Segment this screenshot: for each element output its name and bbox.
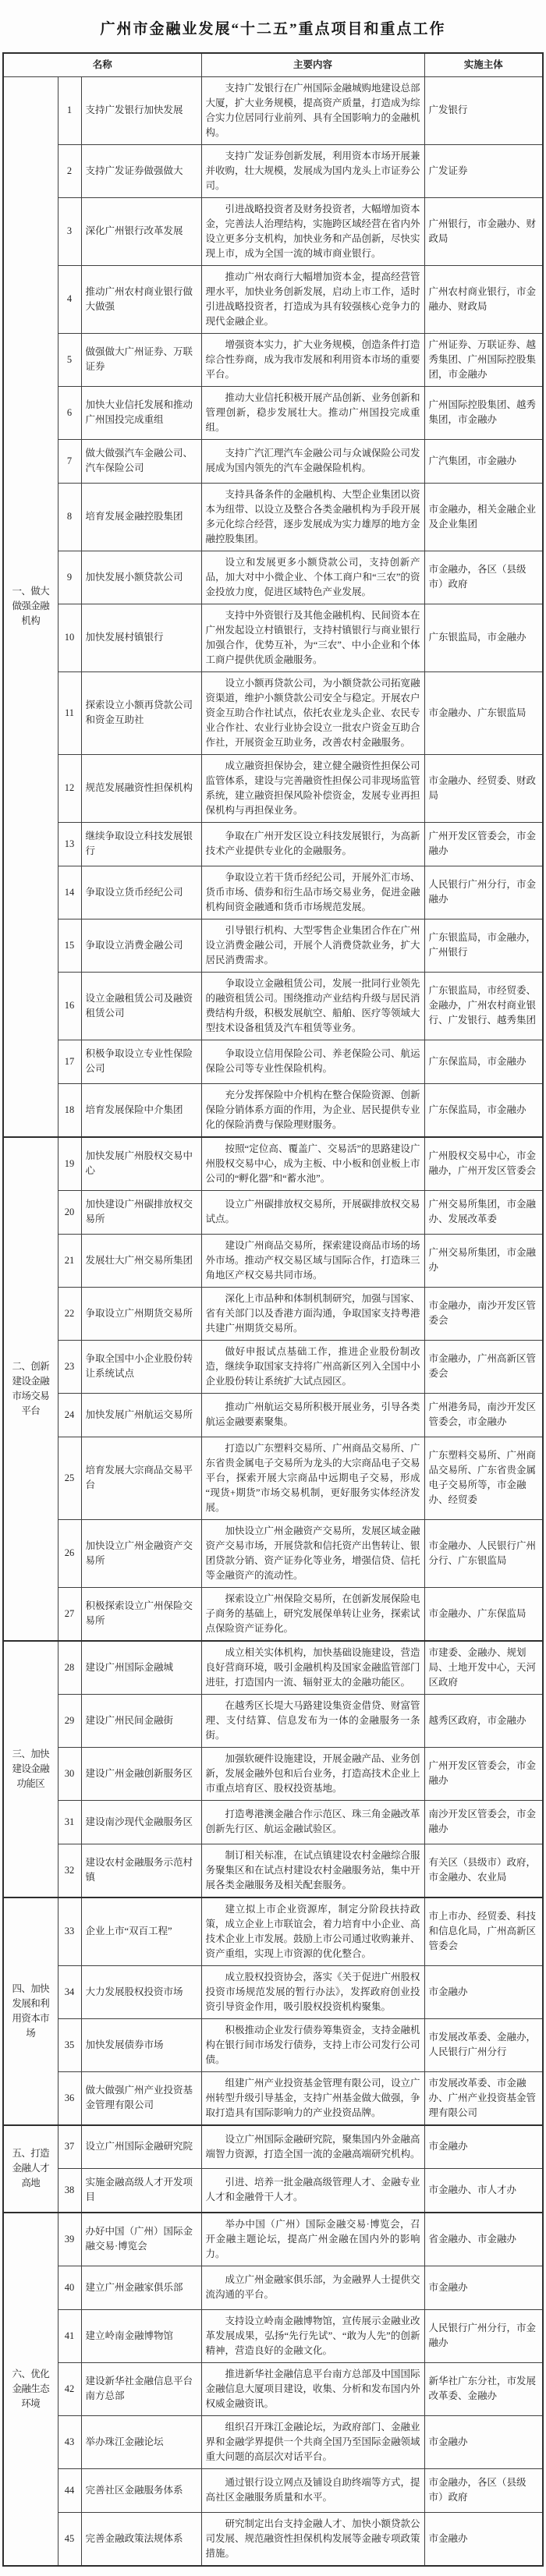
table-row: [3, 2362, 543, 2415]
main-content-cell: 增强资本实力，扩大业务规模，创造条件打造综合性券商，成为我市发展和利用资本市场的重要平台。: [201, 333, 424, 386]
row-number-cell: 35: [58, 2018, 81, 2071]
column-header-content: 主要内容: [201, 53, 424, 76]
implementer-cell: 有关区（县级市）政府，市金融办、农业局: [424, 1844, 543, 1897]
table-row: [3, 1393, 543, 1437]
implementer-cell: 市金融办，各区（县级市）政府: [424, 2468, 543, 2512]
main-content-cell: 设立小额再贷款公司，为小额贷款公司拓宽融资渠道，维护小额贷款公司安全与稳定。开展农户资金互助合作社试点，依托农业龙头企业、农民专业合作社、农业行业协会设立一批农户资金互助合作社，开展资金互助业务，改善农村金融服务。: [201, 671, 424, 754]
row-number-cell: 4: [58, 265, 81, 333]
project-name-cell: 做大做强汽车金融公司、汽车保险公司: [81, 439, 201, 483]
table-row: [3, 1747, 543, 1800]
row-number-cell: 27: [58, 1587, 81, 1641]
main-content-cell: 举办中国（广州）国际金融交易·博览会，召开金融主题论坛，提高广州金融在国内外的影响力。: [201, 2213, 424, 2266]
main-content-cell: 建立拟上市企业资源库，制定分阶段扶持政策，成立企业上市联谊会，着力培育中小企业、高技术企业上市发展。鼓励上市公司通过收购兼并、资产重组，实现上市资源的优化整合。: [201, 1897, 424, 1966]
main-content-cell: 设立广州国际金融研究院，聚集国内外金融高端智力资源，打造全国一流的金融高端研究机构。: [201, 2125, 424, 2169]
project-name-cell: 加快大业信托发展和推动广州国投完成重组: [81, 386, 201, 439]
implementer-cell: 广发银行: [424, 76, 543, 144]
row-number-cell: 40: [58, 2266, 81, 2309]
main-content-cell: 推进新华社金融信息平台南方总部及中国国际金融信息大厦项目建设，收集、分析和发布国内外权威金融资讯。: [201, 2362, 424, 2415]
row-number-cell: 3: [58, 197, 81, 265]
table-row: [3, 604, 543, 671]
table-row: [3, 2512, 543, 2566]
implementer-cell: 市金融办: [424, 2125, 543, 2169]
table-row: [3, 2213, 543, 2266]
table-row: [3, 1340, 543, 1393]
implementer-cell: 广州国际控股集团、越秀集团，市金融办: [424, 386, 543, 439]
table-row: [3, 2071, 543, 2125]
table-row: [3, 1965, 543, 2018]
project-name-cell: 探索设立小额再贷款公司和资金互助社: [81, 671, 201, 754]
project-name-cell: 培育发展保险中介集团: [81, 1083, 201, 1137]
row-number-cell: 42: [58, 2362, 81, 2415]
row-number-cell: 38: [58, 2169, 81, 2213]
table-row: [3, 1800, 543, 1844]
project-name-cell: 举办珠江金融论坛: [81, 2415, 201, 2468]
table-row: [3, 1519, 543, 1587]
main-content-cell: 设立和发展更多小额贷款公司，支持创新产品，加大对中小微企业、个体工商户和“三农”的资金投放力度，促进区域特色产业发展。: [201, 551, 424, 604]
section-category-cell: 二、创新建设金融市场交易平台: [3, 1137, 58, 1641]
row-number-cell: 33: [58, 1897, 81, 1966]
project-name-cell: 建设广州民间金融街: [81, 1694, 201, 1747]
row-number-cell: 8: [58, 483, 81, 551]
row-number-cell: 32: [58, 1844, 81, 1897]
implementer-cell: 省金融办、市金融办: [424, 2213, 543, 2266]
project-name-cell: 做大做强广州产业投资基金管理有限公司: [81, 2071, 201, 2125]
row-number-cell: 36: [58, 2071, 81, 2125]
table-row: [3, 754, 543, 822]
table-body: [3, 76, 543, 2566]
implementer-cell: 广发证券: [424, 144, 543, 197]
main-content-cell: 支持广发银行在广州国际金融城购地建设总部大厦，扩大业务规模，提高资产质量，打造成为综合实力位居同行业前列、具有全国影响力的金融机构。: [201, 76, 424, 144]
table-row: [3, 1190, 543, 1234]
row-number-cell: 25: [58, 1437, 81, 1519]
row-number-cell: 1: [58, 76, 81, 144]
project-name-cell: 支持广发银行加快发展: [81, 76, 201, 144]
project-name-cell: 加快设立广州金融资产交易所: [81, 1519, 201, 1587]
project-name-cell: 规范发展融资性担保机构: [81, 754, 201, 822]
project-name-cell: 培育发展金融控股集团: [81, 483, 201, 551]
row-number-cell: 37: [58, 2125, 81, 2169]
implementer-cell: 广州农村商业银行，市金融办、财政局: [424, 265, 543, 333]
project-name-cell: 争取全国中小企业股份转让系统试点: [81, 1340, 201, 1393]
table-row: [3, 1641, 543, 1695]
table-row: [3, 2018, 543, 2071]
row-number-cell: 44: [58, 2468, 81, 2512]
main-content-cell: 引导银行机构、大型零售企业集团合作在广州设立消费金融公司，开展个人消费贷款业务，扩大居民消费需求。: [201, 919, 424, 972]
main-content-cell: 推动大业信托积极开展产品创新、业务创新和管理创新，稳步发展壮大。推动广州国投完成重组。: [201, 386, 424, 439]
main-content-cell: 加快设立广州金融资产交易所，发展区域金融资产交易市场，开展贷款和信托资产出售转让、银团贷款分销、资产证券化等业务，增强信贷、信托等金融资产的流动性。: [201, 1519, 424, 1587]
table-row: [3, 1234, 543, 1287]
project-name-cell: 设立金融租赁公司及融资租赁公司: [81, 972, 201, 1040]
row-number-cell: 19: [58, 1137, 81, 1191]
table-row: [3, 1137, 543, 1191]
table-header-row: [3, 53, 543, 76]
row-number-cell: 5: [58, 333, 81, 386]
main-content-cell: 加强软硬件设施建设，开展金融产品、业务创新，发展金融外包和后台业务，打造高技术企业上市重点培育区、股权投资基地。: [201, 1747, 424, 1800]
table-row: [3, 1694, 543, 1747]
project-name-cell: 继续争取设立科技发展银行: [81, 822, 201, 866]
table-row: [3, 919, 543, 972]
column-header-implementer: 实施主体: [424, 53, 543, 76]
table-row: [3, 551, 543, 604]
row-number-cell: 2: [58, 144, 81, 197]
implementer-cell: 市发展改革委、金融办，人民银行广州分行: [424, 2018, 543, 2071]
row-number-cell: 15: [58, 919, 81, 972]
implementer-cell: 市金融办，相关金融企业及企业集团: [424, 483, 543, 551]
project-name-cell: 争取设立消费金融公司: [81, 919, 201, 972]
row-number-cell: 18: [58, 1083, 81, 1137]
row-number-cell: 17: [58, 1040, 81, 1083]
main-content-cell: 争取设立金融租赁公司，发展一批同行业领先的融资租赁公司。围绕推动产业结构升级与居民消费结构升级，积极发展航空、船舶、医疗等领域大型技术设备租赁及汽车租赁等业务。: [201, 972, 424, 1040]
main-content-cell: 充分发挥保险中介机构在整合保险资源、创新保险分销体系方面的作用，为企业、居民提供专业化的保险消费与保险理财服务。: [201, 1083, 424, 1137]
implementer-cell: 市金融办: [424, 2266, 543, 2309]
row-number-cell: 41: [58, 2309, 81, 2362]
project-name-cell: 争取设立货币经纪公司: [81, 866, 201, 919]
project-name-cell: 积极探索设立广州保险交易所: [81, 1587, 201, 1641]
table-row: [3, 866, 543, 919]
table-row: [3, 2266, 543, 2309]
project-name-cell: 做强做大广州证券、万联证券: [81, 333, 201, 386]
implementer-cell: 南沙开发区管委会，市金融办: [424, 1800, 543, 1844]
row-number-cell: 9: [58, 551, 81, 604]
main-content-cell: 打造以广东塑料交易所、广州商品交易所、广东省贵金属电子交易所为龙头的大宗商品电子交易平台，探索开展大宗商品中远期电子交易，形成“现货+期货”市场交易机制，更好服务实体经济发展。: [201, 1437, 424, 1519]
table-row: [3, 1083, 543, 1137]
main-content-cell: 组织召开珠江金融论坛，为政府部门、金融业界和金融学界提供一个共商全国乃至国际金融领域重大问题的高层次对话平台。: [201, 2415, 424, 2468]
implementer-cell: 广州开发区管委会，市金融办: [424, 822, 543, 866]
row-number-cell: 23: [58, 1340, 81, 1393]
project-name-cell: 加快发展广州航运交易所: [81, 1393, 201, 1437]
project-name-cell: 实施金融高级人才开发项目: [81, 2169, 201, 2213]
row-number-cell: 22: [58, 1287, 81, 1340]
main-content-cell: 成立广州金融家俱乐部，为金融界人士提供交流沟通的平台。: [201, 2266, 424, 2309]
project-name-cell: 建设南沙现代金融服务区: [81, 1800, 201, 1844]
main-content-cell: 建设广州商品交易所，探索建设商品市场的场外市场。推动产权交易区域与国际合作，打造珠三角地区产权交易共同市场。: [201, 1234, 424, 1287]
implementer-cell: 人民银行广州分行，市金融办: [424, 2309, 543, 2362]
project-name-cell: 建立岭南金融博物馆: [81, 2309, 201, 2362]
table-row: [3, 2468, 543, 2512]
main-content-cell: 成立股权投资协会，落实《关于促进广州股权投资市场规范发展的暂行办法》，发挥政府创业投资引导资金作用，吸引股权投资机构聚集。: [201, 1965, 424, 2018]
main-content-cell: 引进、培养一批金融高级管理人才、金融专业人才和金融骨干人才。: [201, 2169, 424, 2213]
row-number-cell: 39: [58, 2213, 81, 2266]
implementer-cell: 人民银行广州分行，市金融办: [424, 866, 543, 919]
table-row: [3, 1287, 543, 1340]
row-number-cell: 31: [58, 1800, 81, 1844]
main-content-cell: 争取在广州开发区设立科技发展银行，为高新技术产业提供专业化的金融服务。: [201, 822, 424, 866]
project-name-cell: 建设广州金融创新服务区: [81, 1747, 201, 1800]
table-row: [3, 2415, 543, 2468]
table-row: [3, 2169, 543, 2213]
row-number-cell: 21: [58, 1234, 81, 1287]
main-content-cell: 争取设立信用保险公司、养老保险公司、航运保险公司等专业性保险机构。: [201, 1040, 424, 1083]
project-name-cell: 推动广州农村商业银行做大做强: [81, 265, 201, 333]
main-content-cell: 引进战略投资者及财务投资者，大幅增加资本金，完善法人治理结构，实施跨区域经营在省内外设立更多分支机构，加快业务和产品创新，尽快实现上市，成为全国一流的城市商业银行。: [201, 197, 424, 265]
row-number-cell: 28: [58, 1641, 81, 1695]
project-name-cell: 建设广州国际金融城: [81, 1641, 201, 1695]
table-row: [3, 386, 543, 439]
implementer-cell: 市上市办、经贸委、科技和信息化局，广州高新区管委会: [424, 1897, 543, 1966]
implementer-cell: 广东保监局，市金融办: [424, 1040, 543, 1083]
table-row: [3, 671, 543, 754]
column-header-name: 名称: [3, 53, 201, 76]
main-content-cell: 打造粤港澳金融合作示范区、珠三角金融改革创新先行区、航运金融试验区。: [201, 1800, 424, 1844]
section-category-cell: 一、做大做强金融机构: [3, 76, 58, 1137]
row-number-cell: 7: [58, 439, 81, 483]
main-content-cell: 制订相关标准，在试点镇建设农村金融综合服务聚集区和在试点村建设农村金融服务站，集中开展各类金融服务及相关配套服务。: [201, 1844, 424, 1897]
row-number-cell: 20: [58, 1190, 81, 1234]
project-name-cell: 建设农村金融服务示范村镇: [81, 1844, 201, 1897]
implementer-cell: 广东保监局，市金融办: [424, 1083, 543, 1137]
main-content-cell: 积极推动企业发行债券筹集资金，支持金融机构在银行间市场发行债券，支持上市公司发行公司债。: [201, 2018, 424, 2071]
row-number-cell: 10: [58, 604, 81, 671]
implementer-cell: 广州开发区管委会，市金融办: [424, 1747, 543, 1800]
row-number-cell: 30: [58, 1747, 81, 1800]
implementer-cell: 市金融办: [424, 2415, 543, 2468]
row-number-cell: 16: [58, 972, 81, 1040]
main-content-cell: 研究制定出台支持金融人才、加快小额贷款公司发展、规范融资性担保机构发展等金融专项政策措施。: [201, 2512, 424, 2566]
implementer-cell: 市金融办、广东保监局: [424, 1587, 543, 1641]
main-content-cell: 成立融资担保协会，建立健全融资性担保公司监管体系，建设与完善融资性担保公司非现场监管系统，建立融资担保风险补偿资金，发展专业再担保机构与再担保业务。: [201, 754, 424, 822]
project-name-cell: 办好中国（广州）国际金融交易·博览会: [81, 2213, 201, 2266]
implementer-cell: 市发展改革委、市金融办、广州产业投资基金管理有限公司: [424, 2071, 543, 2125]
project-name-cell: 企业上市“双百工程”: [81, 1897, 201, 1966]
implementer-cell: 广汽集团，市金融办: [424, 439, 543, 483]
row-number-cell: 34: [58, 1965, 81, 2018]
project-name-cell: 争取设立广州期货交易所: [81, 1287, 201, 1340]
implementer-cell: 市金融办、市人才办: [424, 2169, 543, 2213]
row-number-cell: 29: [58, 1694, 81, 1747]
main-content-cell: 支持设立岭南金融博物馆，宣传展示金融业改革发展成果，弘扬“先行先试”、“敢为人先”的创新精神，营造良好的金融文化。: [201, 2309, 424, 2362]
main-content-cell: 争取设立若干货币经纪公司，开展外汇市场、货币市场、债券和衍生品市场交易业务，促进金融机构间资金融通和货币市场规范发展。: [201, 866, 424, 919]
main-content-cell: 做好申报试点基础工作，推进企业股份制改造，继续争取国家支持将广州高新区列入全国中小企业股份转让系统扩大试点园区。: [201, 1340, 424, 1393]
implementer-cell: 市金融办、经贸委、财政局: [424, 754, 543, 822]
implementer-cell: 市建委、金融办、规划局、土地开发中心，天河区政府: [424, 1641, 543, 1695]
table-row: [3, 333, 543, 386]
row-number-cell: 24: [58, 1393, 81, 1437]
implementer-cell: 越秀区政府，市金融办: [424, 1694, 543, 1747]
main-content-cell: 设立广州碳排放权交易所，开展碳排放权交易试点。: [201, 1190, 424, 1234]
row-number-cell: 12: [58, 754, 81, 822]
implementer-cell: 市金融办，广州高新区管委会: [424, 1340, 543, 1393]
project-name-cell: 加快发展债券市场: [81, 2018, 201, 2071]
project-name-cell: 大力发展股权投资市场: [81, 1965, 201, 2018]
implementer-cell: 新华社广东分社，市发展改革委、金融办: [424, 2362, 543, 2415]
implementer-cell: 广东银监局，市金融办，广州银行: [424, 919, 543, 972]
table-row: [3, 822, 543, 866]
table-row: [3, 483, 543, 551]
project-name-cell: 完善金融政策法规体系: [81, 2512, 201, 2566]
table-row: [3, 1040, 543, 1083]
implementer-cell: 广东塑料交易所、广州商品交易所、广东省贵金属电子交易所等，市金融办、经贸委: [424, 1437, 543, 1519]
row-number-cell: 45: [58, 2512, 81, 2566]
table-row: [3, 1437, 543, 1519]
project-name-cell: 积极争取设立专业性保险公司: [81, 1040, 201, 1083]
main-content-cell: 通过银行设立网点及铺设自助终端等方式，提高社区金融服务质量和水平。: [201, 2468, 424, 2512]
table-row: [3, 265, 543, 333]
project-name-cell: 完善社区金融服务体系: [81, 2468, 201, 2512]
main-content-cell: 成立相关实体机构，加快基础设施建设，营造良好营商环境，吸引金融机构及国家金融监管部门进驻，打造国内一流、辐射亚太的金融功能区。: [201, 1641, 424, 1695]
main-content-cell: 按照“定位高、覆盖广、交易活”的思路建设广州股权交易中心，成为主板、中小板和创业板上市公司的“孵化器”和“蓄水池”。: [201, 1137, 424, 1191]
main-content-cell: 组建广州产业投资基金管理有限公司，设立广州转型升级引导基金，支持广州基金做大做强，争取打造具有国际影响力的产业投资品牌。: [201, 2071, 424, 2125]
project-name-cell: 设立广州国际金融研究院: [81, 2125, 201, 2169]
table-row: [3, 439, 543, 483]
table-row: [3, 1587, 543, 1641]
implementer-cell: 广东银监局，市金融办: [424, 604, 543, 671]
table-row: [3, 197, 543, 265]
table-row: [3, 1844, 543, 1897]
main-content-cell: 支持广发证券创新发展，利用资本市场开展兼并收购，壮大规模，发展成为国内龙头上市证券公司。: [201, 144, 424, 197]
row-number-cell: 14: [58, 866, 81, 919]
section-category-cell: 三、加快建设金融功能区: [3, 1641, 58, 1897]
implementer-cell: 市金融办、广东银监局: [424, 671, 543, 754]
project-name-cell: 加快建设广州碳排放权交易所: [81, 1190, 201, 1234]
table-row: [3, 76, 543, 144]
implementer-cell: 广州交易所集团，市金融办: [424, 1234, 543, 1287]
project-name-cell: 加快发展小额贷款公司: [81, 551, 201, 604]
implementer-cell: 广州银行，市金融办、财政局: [424, 197, 543, 265]
project-name-cell: 培育发展大宗商品交易平台: [81, 1437, 201, 1519]
table-row: [3, 144, 543, 197]
project-name-cell: 加快发展村镇银行: [81, 604, 201, 671]
main-content-cell: 支持具备条件的金融机构、大型企业集团以资本为纽带、以设立及整合各类金融机构为手段开展多元化综合经营，逐步发展成为实力雄厚的地方金融控股集团。: [201, 483, 424, 551]
section-category-cell: 五、打造金融人才高地: [3, 2125, 58, 2213]
row-number-cell: 43: [58, 2415, 81, 2468]
implementer-cell: 广州证券、万联证券、越秀集团、广州国际控股集团，市金融办: [424, 333, 543, 386]
implementer-cell: 广州股权交易中心，市金融办，广州开发区管委会: [424, 1137, 543, 1191]
project-name-cell: 深化广州银行改革发展: [81, 197, 201, 265]
implementer-cell: 市金融办: [424, 2512, 543, 2566]
projects-table: [2, 52, 544, 2567]
implementer-cell: 广东银监局，市经贸委、金融办，广州农村商业银行、广发银行、越秀集团: [424, 972, 543, 1040]
main-content-cell: 在越秀区长堤大马路建设集资金借贷、财富管理、支付结算、信息发布为一体的金融服务一条街。: [201, 1694, 424, 1747]
section-category-cell: 四、加快发展和利用资本市场: [3, 1897, 58, 2125]
main-content-cell: 深化上市品种和体制机制研究，加强与国家、省有关部门以及香港方面沟通，争取国家支持粤港共建广州期货交易所。: [201, 1287, 424, 1340]
main-content-cell: 推动广州农商行大幅增加资本金，提高经营管理水平，加快业务创新发展，启动上市工作，适时引进战略投资者，打造成为具有较强核心竞争力的现代金融企业。: [201, 265, 424, 333]
row-number-cell: 11: [58, 671, 81, 754]
table-row: [3, 2125, 543, 2169]
implementer-cell: 市金融办、人民银行广州分行、广东银监局: [424, 1519, 543, 1587]
project-name-cell: 建立广州金融家俱乐部: [81, 2266, 201, 2309]
table-header: [3, 53, 543, 76]
project-name-cell: 发展壮大广州交易所集团: [81, 1234, 201, 1287]
table-row: [3, 2309, 543, 2362]
implementer-cell: 市金融办，南沙开发区管委会: [424, 1287, 543, 1340]
main-content-cell: 探索设立广州保险交易所，在创新发展保险电子商务的基础上，研究发展保单转让业务，探索试点保险资产证券化。: [201, 1587, 424, 1641]
row-number-cell: 6: [58, 386, 81, 439]
row-number-cell: 26: [58, 1519, 81, 1587]
project-name-cell: 建设新华社金融信息平台南方总部: [81, 2362, 201, 2415]
main-content-cell: 支持广汽汇理汽车金融公司与众诚保险公司发展成为国内领先的汽车金融保险机构。: [201, 439, 424, 483]
project-name-cell: 支持广发证券做强做大: [81, 144, 201, 197]
implementer-cell: 市金融办: [424, 1965, 543, 2018]
table-row: [3, 972, 543, 1040]
implementer-cell: 广州交易所集团，市金融办、发展改革委: [424, 1190, 543, 1234]
row-number-cell: 13: [58, 822, 81, 866]
page-title: 广州市金融业发展“十二五”重点项目和重点工作: [100, 21, 446, 37]
implementer-cell: 广州港务局，南沙开发区管委会，市金融办: [424, 1393, 543, 1437]
section-category-cell: 六、优化金融生态环境: [3, 2213, 58, 2566]
implementer-cell: 市金融办，各区（县级市）政府: [424, 551, 543, 604]
main-content-cell: 支持中外资银行及其他金融机构、民间资本在广州发起设立村镇银行，支持村镇银行与商业银行加强合作，优势互补，为“三农”、中小企业和个体工商户提供优质金融服务。: [201, 604, 424, 671]
main-content-cell: 推动广州航运交易所积极开展业务，引导各类航运金融要素聚集。: [201, 1393, 424, 1437]
project-name-cell: 加快发展广州股权交易中心: [81, 1137, 201, 1191]
table-row: [3, 1897, 543, 1966]
